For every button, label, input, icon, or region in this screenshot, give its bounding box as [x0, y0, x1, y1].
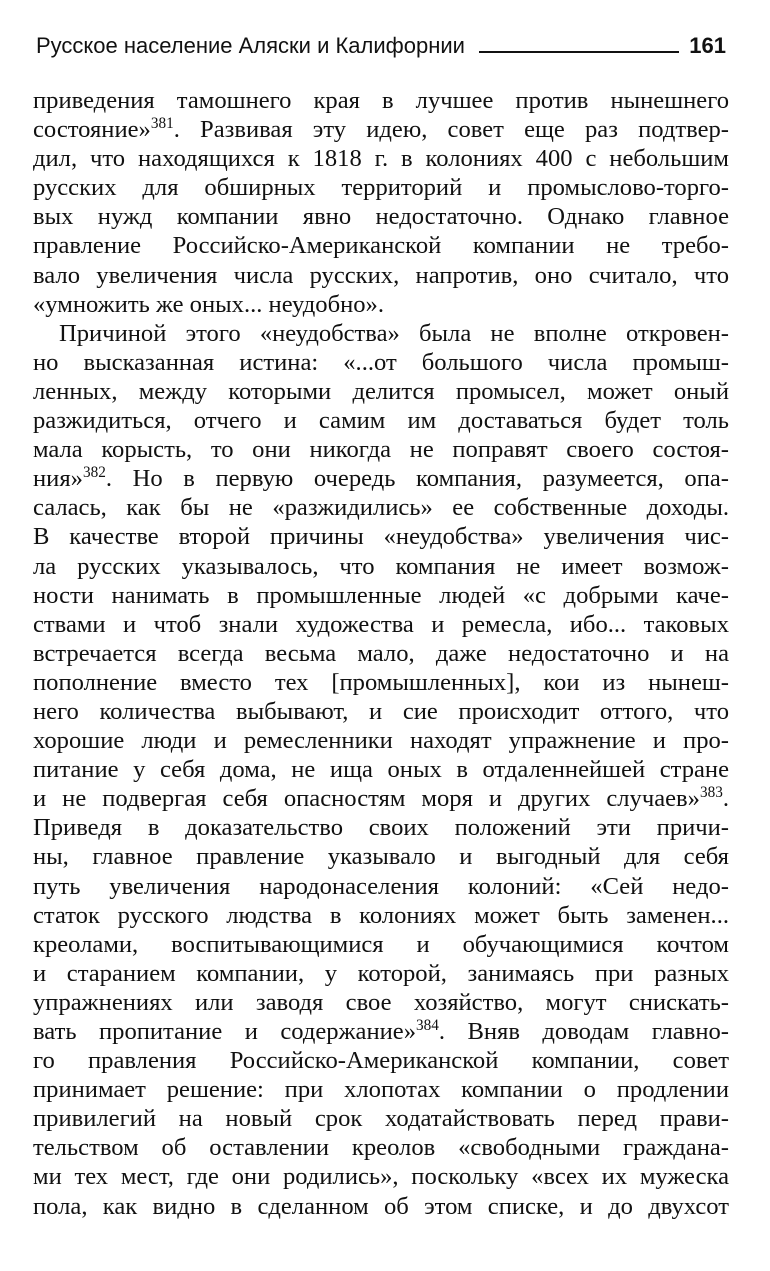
- body-text: [33, 86, 729, 1221]
- text-line: ми тех мест, где они родились», поскольку «всех их мужеска: [33, 1163, 729, 1191]
- text-line: принимает решение: при хлопотах компании о продлении: [33, 1076, 729, 1104]
- text-line: ла русских указывалось, что компания не имеет возмож-: [33, 552, 729, 580]
- text-line: путь увеличения народонаселения колоний: «Сей недо-: [33, 872, 729, 900]
- text-line: Приведя в доказательство своих положений эти причи-: [33, 814, 729, 842]
- text-line: В качестве второй причины «неудобства» увеличения чис-: [33, 523, 729, 551]
- text-line: ленных, между которыми делится промысел, может оный: [33, 377, 729, 405]
- text-line: и старанием компании, у которой, занимаясь при разных: [33, 959, 729, 987]
- text-line: правление Российско-Американской компании не требо-: [33, 232, 729, 260]
- text-line: разжидиться, отчего и самим им доставаться будет толь: [33, 407, 729, 435]
- text-line: встречается всегда весьма мало, даже недостаточно и на: [33, 639, 729, 667]
- running-title: Русское население Аляски и Калифорнии: [36, 33, 465, 58]
- footnote-ref: 382: [82, 464, 106, 482]
- text-line: хорошие люди и ремесленники находят упражнение и про-: [33, 727, 729, 755]
- text-line: ния»$^{382}$. Но в первую очередь компания, разумеется, опа-: [33, 464, 729, 493]
- text-line: «умножить же оных... неудобно».: [33, 290, 384, 318]
- text-line: русских для обширных территорий и промыслово-торго-: [33, 174, 729, 202]
- page-number: 161: [689, 33, 726, 58]
- text-line: него количества выбывают, и сие происходит оттого, что: [33, 697, 729, 725]
- text-line: ности нанимать в промышленные людей «с добрыми каче-: [33, 581, 729, 609]
- text-line: салась, как бы не «разжидились» ее собственные доходы.: [33, 494, 729, 522]
- text-line: Причиной этого «неудобства» была не вполне откровен-: [59, 319, 729, 347]
- footnote-ref: 384: [416, 1016, 439, 1034]
- text-line: но высказанная истина: «...от большого числа промыш-: [33, 348, 729, 376]
- text-line: креолами, воспитывающимися и обучающимися кочтом: [33, 930, 729, 958]
- text-line: питание у себя дома, не ища оных в отдаленнейшей стране: [33, 756, 729, 784]
- text-line: статок русского людства в колониях может быть заменен...: [33, 901, 729, 929]
- text-line: пополнение вместо тех [промышленных], кои из нынеш-: [33, 668, 729, 696]
- text-line: состояние»$^{381}$. Развивая эту идею, совет еще раз подтвер-: [33, 114, 729, 144]
- text-line: тельством об оставлении креолов «свободными граждана-: [33, 1134, 729, 1162]
- text-line: ствами и чтоб знали художества и ремесла, ибо... таковых: [33, 610, 729, 638]
- text-line: го правления Российско-Американской компании, совет: [33, 1047, 729, 1075]
- text-line: мала корысть, то они никогда не поправят своего состоя-: [33, 436, 729, 464]
- text-line: вать пропитание и содержание»$^{384}$. Вняв доводам главно-: [33, 1016, 729, 1045]
- text-line: привилегий на новый срок ходатайствовать перед прави-: [33, 1105, 729, 1133]
- header-rule: [479, 51, 679, 53]
- running-header: [36, 28, 726, 60]
- text-line: и не подвергая себя опасностям моря и других случаев»$^{383}$.: [33, 784, 729, 813]
- text-line: ны, главное правление указывало и выгодный для себя: [33, 843, 729, 871]
- text-line: дил, что находящихся к 1818 г. в колониях 400 с небольшим: [33, 145, 729, 173]
- text-line: приведения тамошнего края в лучшее против нынешнего: [33, 87, 729, 114]
- text-line: вых нужд компании явно недостаточно. Однако главное: [33, 203, 729, 231]
- text-line: упражнениях или заводя свое хозяйство, могут снискать-: [33, 988, 729, 1016]
- footnote-ref: 383: [699, 784, 723, 802]
- text-line: вало увеличения числа русских, напротив, оно считало, что: [33, 261, 729, 289]
- text-line: пола, как видно в сделанном об этом списке, и до двухсот: [33, 1192, 729, 1220]
- footnote-ref: 381: [150, 114, 174, 132]
